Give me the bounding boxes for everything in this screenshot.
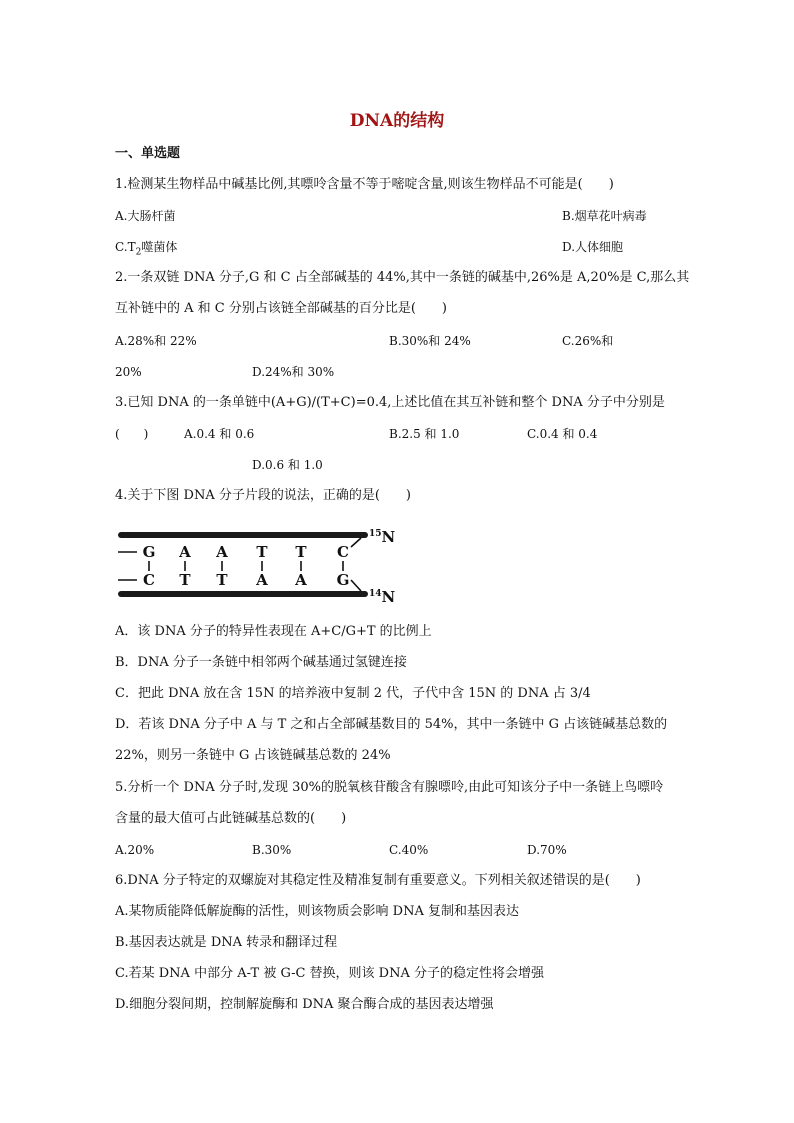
- question-3-option-d: D.0.6 和 1.0: [252, 458, 323, 472]
- question-2-option-c: C.26%和: [562, 334, 614, 348]
- top-base-c: C: [337, 543, 349, 561]
- bottom-base-a: A: [256, 571, 268, 589]
- question-5-option-b: B.30%: [252, 843, 292, 857]
- bottom-base-g: G: [336, 571, 350, 589]
- bottom-base-c: C: [143, 571, 155, 589]
- top-base-a: A: [179, 543, 191, 561]
- question-3-option-a: A.0.4 和 0.6: [184, 427, 255, 441]
- question-4-option-b: B．DNA 分子一条链中相邻两个碱基通过氢键连接: [115, 655, 407, 670]
- section-heading: 一、单选题: [115, 146, 181, 161]
- question-6-option-a: A.某物质能降低解旋酶的活性，则该物质会影响 DNA 复制和基因表达: [115, 904, 519, 919]
- question-2-option-a: A.28%和 22%: [115, 334, 197, 348]
- question-1-option-b: B.烟草花叶病毒: [562, 209, 647, 223]
- question-2-option-b: B.30%和 24%: [389, 334, 471, 348]
- top-strand-backbone: [118, 532, 368, 538]
- question-3-option-c: C.0.4 和 0.4: [527, 427, 598, 441]
- top-strand-label: $^{15}$N: [369, 528, 396, 546]
- top-base-g: G: [142, 543, 156, 561]
- top-strand-end-connector: [351, 538, 361, 547]
- question-1-stem: 1.检测某生物样品中碱基比例,其嘌呤含量不等于嘧啶含量,则该生物样品不可能是( ): [115, 177, 614, 192]
- question-1-option-c: $C.T_2$噬菌体: [115, 240, 178, 258]
- question-4-option-d-line-2: 22%，则另一条链中 G 占该链碱基总数的 24%: [115, 748, 391, 763]
- document-title: DNA的结构: [349, 111, 445, 131]
- bottom-base-t: T: [179, 571, 191, 589]
- question-3-stem: 3.已知 DNA 的一条单链中(A+G)/(T+C)=0.4,上述比值在其互补链和整个 DNA 分子中分别是: [115, 395, 665, 410]
- bottom-strand-backbone: [118, 591, 368, 597]
- dna-fragment-diagram: [115, 520, 415, 608]
- question-5-stem-line-1: 5.分析一个 DNA 分子时,发现 30%的脱氧核苷酸含有腺嘌呤,由此可知该分子中一条链上鸟嘌呤: [115, 780, 664, 795]
- question-5-option-d: D.70%: [527, 843, 567, 857]
- question-5-option-c: C.40%: [389, 843, 429, 857]
- question-4-option-a: A．该 DNA 分子的特异性表现在 A+C/G+T 的比例上: [115, 624, 432, 639]
- question-2-stem-line-1: 2.一条双链 DNA 分子,G 和 C 占全部碱基的 44%,其中一条链的碱基中,26%是 A,20%是 C,那么其: [115, 270, 690, 285]
- question-6-stem: 6.DNA 分子特定的双螺旋对其稳定性及精准复制有重要意义。下列相关叙述错误的是( ): [115, 873, 641, 888]
- question-5-option-a: A.20%: [115, 843, 155, 857]
- top-base-t: T: [295, 543, 307, 561]
- question-6-option-b: B.基因表达就是 DNA 转录和翻译过程: [115, 935, 338, 950]
- question-4-option-d-line-1: D．若该 DNA 分子中 A 与 T 之和占全部碱基数目的 54%，其中一条链中 G 占该链碱基总数的: [115, 717, 668, 732]
- question-2-option-d: D.24%和 30%: [252, 365, 335, 379]
- question-5-stem-line-2: 含量的最大值可占此链碱基总数的( ): [115, 811, 347, 826]
- question-2-option-c-continued: 20%: [115, 365, 142, 379]
- bottom-base-t: T: [216, 571, 228, 589]
- question-4-option-c: C．把此 DNA 放在含 15N 的培养液中复制 2 代，子代中含 15N 的 DNA 占 3/4: [115, 686, 591, 701]
- question-4-stem: 4.关于下图 DNA 分子片段的说法，正确的是( ): [115, 488, 411, 503]
- question-6-option-c: C.若某 DNA 中部分 A-T 被 G-C 替换，则该 DNA 分子的稳定性将会增强: [115, 966, 545, 981]
- question-1-option-a: A.大肠杆菌: [115, 209, 176, 223]
- top-base-t: T: [256, 543, 268, 561]
- question-6-option-d: D.细胞分裂间期，控制解旋酶和 DNA 聚合酶合成的基因表达增强: [115, 997, 494, 1012]
- bottom-strand-label: $^{14}$N: [369, 588, 396, 606]
- top-base-a: A: [216, 543, 228, 561]
- question-3-option-b: B.2.5 和 1.0: [389, 427, 460, 441]
- bottom-base-a: A: [295, 571, 307, 589]
- bottom-strand-end-connector: [351, 580, 361, 591]
- question-1-option-d: D.人体细胞: [562, 240, 624, 254]
- question-2-stem-line-2: 互补链中的 A 和 C 分别占该链全部碱基的百分比是( ): [115, 301, 448, 316]
- question-3-answer-paren: ( ): [115, 427, 149, 441]
- base-pairs: [118, 538, 361, 591]
